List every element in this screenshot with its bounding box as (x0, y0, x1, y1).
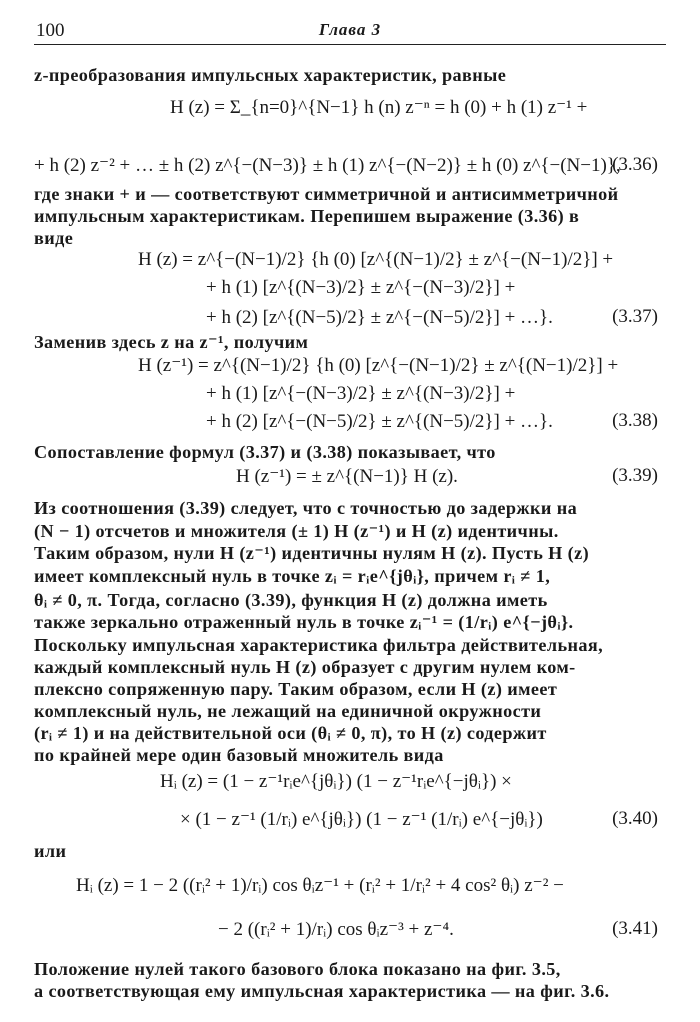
equation-number: (3.41) (612, 918, 658, 939)
text-line: импульсным характеристикам. Перепишем выражение (3.36) в (34, 206, 580, 226)
text-line: Таким образом, нули H (z⁻¹) идентичны нулям H (z). Пусть H (z) (34, 543, 590, 563)
text-line: плексно сопряженную пару. Таким образом, если H (z) имеет (34, 679, 558, 699)
text-line: Из соотношения (3.39) следует, что с точностью до задержки на (34, 498, 578, 518)
text-line: z-преобразования импульсных характеристик, равные (34, 65, 507, 85)
text-line: по крайней мере один базовый множитель вида (34, 745, 444, 765)
equation-number: (3.40) (612, 808, 658, 829)
equation-3-36-row-2 (34, 154, 621, 178)
page-number: 100 (36, 20, 65, 41)
equation-3-40-row-2: × (1 − z⁻¹ (1/rᵢ) e^{jθᵢ}) (1 − z⁻¹ (1/rᵢ) e^{−jθᵢ}) (180, 809, 543, 830)
text-line: а соответствующая ему импульсная характеристика — на фиг. 3.6. (34, 981, 610, 1001)
text-line: виде (34, 228, 74, 248)
equation-3-38-row-1: H (z⁻¹) = z^{(N−1)/2} {h (0) [z^{−(N−1)/2} ± z^{(N−1)/2}] + (138, 355, 619, 376)
equation-3-38-row-3: + h (2) [z^{−(N−5)/2} ± z^{(N−5)/2}] + …}. (206, 411, 553, 432)
equation-3-39: H (z⁻¹) = ± z^{(N−1)} H (z). (236, 466, 458, 487)
equation-3-37-row-1: H (z) = z^{−(N−1)/2} {h (0) [z^{(N−1)/2} ± z^{−(N−1)/2}] + (138, 249, 614, 270)
text-line: также зеркально отраженный нуль в точке zᵢ⁻¹ = (1/rᵢ) e^{−jθᵢ}. (34, 612, 574, 632)
text-line: или (34, 841, 67, 861)
text-line: Положение нулей такого базового блока показано на фиг. 3.5, (34, 959, 561, 979)
equation-number: (3.39) (612, 465, 658, 486)
math-row: + h (2) z⁻² + … ± h (2) z^{−(N−3)} ± h (1) z^{−(N−2)} ± h (0) z^{−(N−1)}, (34, 155, 621, 176)
text-line: каждый комплексный нуль H (z) образует с другим нулем ком- (34, 657, 576, 677)
text-line: (rᵢ ≠ 1) и на действительной оси (θᵢ ≠ 0, π), то H (z) содержит (34, 723, 547, 743)
equation-3-41-row-1: Hᵢ (z) = 1 − 2 ((rᵢ² + 1)/rᵢ) cos θᵢz⁻¹ + (rᵢ² + 1/rᵢ² + 4 cos² θᵢ) z⁻² − (76, 875, 564, 896)
page-header (34, 18, 666, 45)
text-line: (N − 1) отсчетов и множителя (± 1) H (z⁻¹) и H (z) идентичны. (34, 521, 559, 541)
equation-3-37-row-3: + h (2) [z^{(N−5)/2} ± z^{−(N−5)/2}] + …}. (206, 307, 553, 328)
text-line: Сопоставление формул (3.37) и (3.38) показывает, что (34, 442, 496, 462)
equation-number: (3.36) (612, 154, 658, 175)
equation-3-38-row-2: + h (1) [z^{−(N−3)/2} ± z^{(N−3)/2}] + (206, 383, 516, 404)
text-line: Заменив здесь z на z⁻¹, получим (34, 332, 309, 352)
text-line: комплексный нуль, не лежащий на единичной окружности (34, 701, 542, 721)
equation-3-40-row-1: Hᵢ (z) = (1 − z⁻¹rᵢe^{jθᵢ}) (1 − z⁻¹rᵢe^{−jθᵢ}) × (160, 771, 512, 792)
text-line: имеет комплексный нуль в точке zᵢ = rᵢe^{jθᵢ}, причем rᵢ ≠ 1, (34, 566, 551, 586)
equation-number: (3.37) (612, 306, 658, 327)
math-row: H (z) = Σ_{n=0}^{N−1} h (n) z⁻ⁿ = h (0) + h (1) z⁻¹ + (170, 97, 588, 118)
text-line: Поскольку импульсная характеристика фильтра действительная, (34, 635, 604, 655)
chapter-title: Глава 3 (318, 20, 382, 39)
text-line: где знаки + и — соответствуют симметричной и антисимметричной (34, 184, 619, 204)
text-line: θᵢ ≠ 0, π. Тогда, согласно (3.39), функция H (z) должна иметь (34, 590, 548, 610)
equation-3-41-row-2: − 2 ((rᵢ² + 1)/rᵢ) cos θᵢz⁻³ + z⁻⁴. (218, 919, 454, 940)
equation-number: (3.38) (612, 410, 658, 431)
equation-3-37-row-2: + h (1) [z^{(N−3)/2} ± z^{−(N−3)/2}] + (206, 277, 516, 298)
equation-3-36-row-1 (170, 96, 587, 120)
